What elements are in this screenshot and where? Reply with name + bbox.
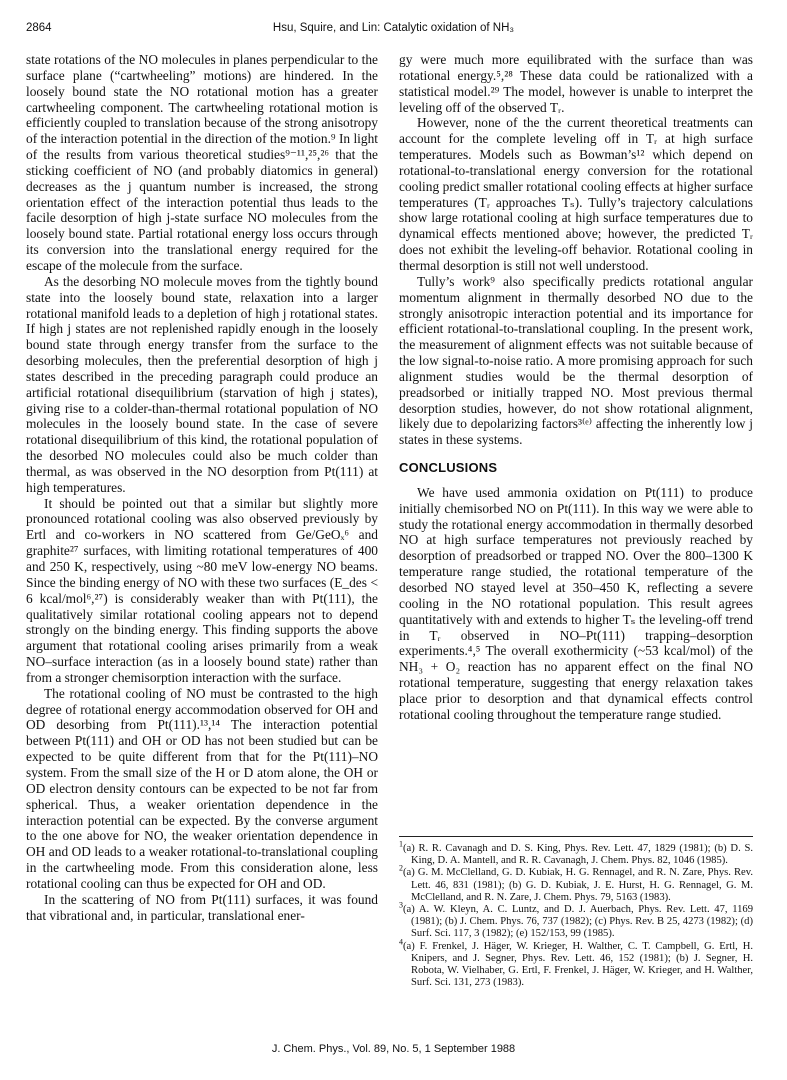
body-paragraph: However, none of the the current theoretical treatments can account for the complete leveling off in Tᵣ at high surface temperatures. Models such as Bowman’s¹² which depend on rotational-to-translational energy conversion for the rotational cooling predict smaller rotational cooling effects at higher surface temperatures (Tᵣ approaches Tₛ). Tully’s trajectory calculations show large rotational cooling at high surface temperatures due to dynamical effects mentioned above; however, the predicted Tᵣ does not exhibit the leveling-off behavior. Rotational cooling in thermal desorption is still not well understood. (399, 115, 753, 273)
reference-number: 2 (399, 863, 403, 873)
body-paragraph: Tully’s work⁹ also specifically predicts rotational angular momentum alignment in thermally desorbed NO due to the strongly anisotropic interaction potential and its importance for efficient rotational-to-translational coupling. In the present work, the measurement of alignment effects was not suitable because of the low signal-to-noise ratio. A more promising approach for such alignment studies would be the thermal desorption of preadsorbed or initially trapped NO. Most previous thermal desorption studies, however, do not show rotational alignment, likely due to depolarizing factors³⁽ᵉ⁾ affecting the inherently low j states in these systems. (399, 273, 753, 448)
references-footnotes (399, 836, 753, 989)
body-paragraph: state rotations of the NO molecules in planes perpendicular to the surface plane (“cartwheeling” motions) are hindered. In the loosely bound state the NO rotational motion has a greater cartwheeling component. The cartwheeling rotational motion is efficiently coupled to translation because of the strong anisotropy of the interaction potential in the direction of the motion.⁹ In light of the results from various theoretical studies⁹⁻¹¹,²⁵,²⁶ that the sticking coefficient of NO (and probably diatomics in general) decreases as the j quantum number is increased, the strong orientation effect of the interaction potential thus leads to the facile desorption of high j-state surface NO molecules from the loosely bound state. Partial rotational energy loss occurs through its conversion into the translational energy required for the escape of the molecule from the surface. (26, 52, 378, 273)
reference-text: (a) G. M. McClelland, G. D. Kubiak, H. G. Rennagel, and R. N. Zare, Phys. Rev. Lett. 46, 831 (1981); (b) G. D. Kubiak, J. E. Hurst, H. G. Rennagel, G. M. McClelland, and R. N. Zare, J. Chem. Phys. 79, 5163 (1983). (403, 867, 753, 903)
body-paragraph: In the scattering of NO from Pt(111) surfaces, it was found that vibrational and, in particular, translational ener- (26, 891, 378, 923)
reference-number: 1 (399, 839, 403, 849)
reference-item (399, 900, 753, 941)
body-paragraph: The rotational cooling of NO must be contrasted to the high degree of rotational energy accommodation observed for OH and OD desorbing from Pt(111).¹³,¹⁴ The interaction potential between Pt(111) and OH or OD has not been studied but can be expected to be quite different from that for the Pt(111)–NO system. From the small size of the H or D atom alone, the OH or OD electron density contours can be expected to be not far from spherical. Thus, a weaker orientation dependence in the interaction potential can be expected. By the converse argument to the one above for NO, the weaker orientation dependence in OH and OD leads to a weaker rotational-to-translational coupling in the cartwheeling mode. From this consideration alone, less rotational cooling can thus be expected for OH and OD. (26, 685, 378, 891)
page-number: 2864 (26, 22, 52, 34)
left-column (26, 52, 378, 923)
reference-item (399, 937, 753, 990)
section-heading-conclusions: CONCLUSIONS (399, 460, 498, 476)
running-header (26, 22, 761, 40)
reference-number: 3 (399, 900, 403, 910)
running-title: Hsu, Squire, and Lin: Catalytic oxidation of NH₃ (272, 22, 515, 34)
body-paragraph: As the desorbing NO molecule moves from the tightly bound state into the loosely bound state, relaxation into a larger rotational manifold leads to a depletion of high j rotational states. If high j states are not replenished rapidly enough in the loosely bound state through energy transfer from the surface to the desorbing molecules, then the preferential desorption of high j states described in the preceding paragraph could produce an artificial rotational disequilibrium (starvation of high j states), giving rise to a colder-than-thermal rotational population of NO molecules in the loosely bound state. In the case of severe rotational disequilibrium of this kind, the rotational population of the desorbed NO molecules could also be much colder than thermal, as was observed in the NO desorption from Pt(111) at high temperatures. (26, 273, 378, 495)
reference-text: (a) A. W. Kleyn, A. C. Luntz, and D. J. Auerbach, Phys. Rev. Lett. 47, 1169 (1981); (b) J. Chem. Phys. 76, 737 (1982); (c) Phys. Rev. B 25, 4273 (1982); (d) Surf. Sci. 117, 3 (1982); (e) 152/153, 99 (1985). (403, 904, 753, 940)
reference-item (399, 839, 753, 867)
body-paragraph: gy were much more equilibrated with the surface than was rotational energy.⁵,²⁸ These data could be rationalized with a statistical model.²⁹ The model, however is unable to interpret the leveling off of the observed Tᵣ. (399, 52, 753, 115)
conclusion-paragraph: We have used ammonia oxidation on Pt(111) to produce initially chemisorbed NO on Pt(111). In this way we were able to study the rotational energy accommodation in thermally desorbed NO at high surface temperatures not previously reached by desorption of preadsorbed or trapped NO. Over the 800–1300 K temperature range studied, the rotational temperature of the desorbed NO stayed level at 350–450 K, reflecting a severe cooling in the NO rotational population. This result agrees quantitatively with and extends to higher Tₛ the leveling-off trend in Tᵣ observed in NO–Pt(111) trapping–desorption experiments.⁴,⁵ The overall exothermicity (~53 kcal/mol) of the NH₃ + O₂ reaction has no apparent effect on the final NO rotational temperature, suggesting that energy relaxation takes place prior to desorption and that dynamical effects control rotational cooling throughout the temperature range studied. (399, 484, 753, 722)
body-paragraph: It should be pointed out that a similar but slightly more pronounced rotational cooling was also observed previously by Ertl and co-workers in NO scattered from Ge/GeOₓ⁶ and graphite²⁷ surfaces, with limiting rotational temperatures of 400 and 250 K, respectively, using ~80 meV low-energy NO beams. Since the binding energy of NO with these two surfaces (E_des < 6 kcal/mol⁶,²⁷) is considerably weaker than with Pt(111), the qualitatively similar rotational cooling appears not to depend strongly on the binding energy. This finding supports the above argument that rotational cooling arises primarily from a weak NO–surface interaction (as in a loosely bound state) rather than from a stronger chemisorption interaction with the surface. (26, 495, 378, 685)
reference-text: (a) R. R. Cavanagh and D. S. King, Phys. Rev. Lett. 47, 1829 (1981); (b) D. S. King, D. A. Mantell, and R. R. Cavanagh, J. Chem. Phys. 82, 1046 (1985). (403, 843, 753, 867)
reference-item (399, 863, 753, 904)
reference-text: (a) F. Frenkel, J. Häger, W. Krieger, H. Walther, C. T. Campbell, G. Ertl, H. Knipers, and J. Segner, Phys. Rev. Lett. 46, 152 (1981); (b) J. Segner, H. Robota, W. Vielhaber, G. Ertl, F. Frenkel, J. Häger, W. Krieger, and H. Walther, Surf. Sci. 131, 273 (1983). (403, 940, 753, 989)
right-column (399, 52, 753, 723)
reference-number: 4 (399, 937, 403, 947)
journal-footer: J. Chem. Phys., Vol. 89, No. 5, 1 September 1988 (271, 1043, 516, 1055)
